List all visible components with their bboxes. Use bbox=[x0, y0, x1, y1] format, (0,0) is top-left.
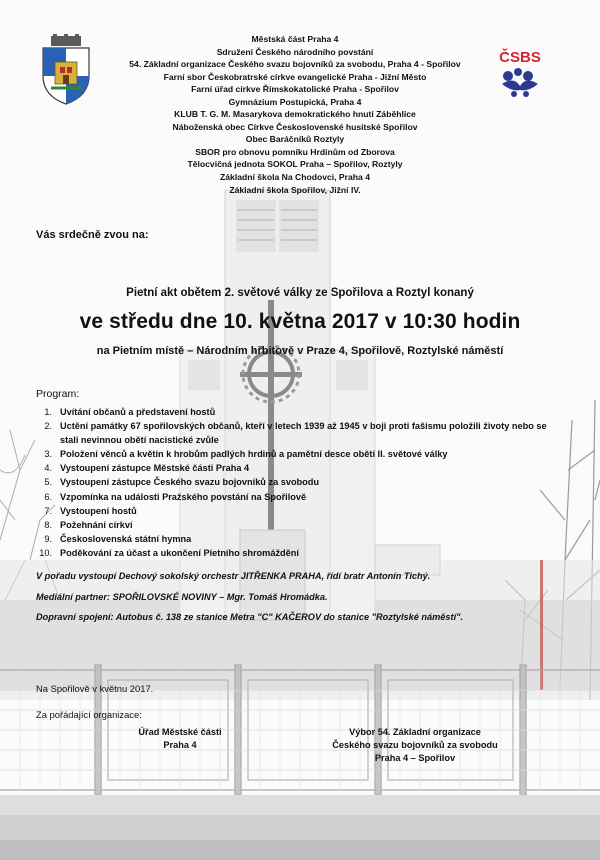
item-number: 5. bbox=[44, 477, 52, 488]
list-item bbox=[36, 518, 556, 532]
item-number: 9. bbox=[44, 533, 52, 544]
event-title: Pietní akt obětem 2. světové války ze Spořilova a Roztyl konaný bbox=[126, 287, 474, 299]
list-item bbox=[36, 447, 556, 461]
item-text: Požehnání církví bbox=[60, 519, 133, 530]
list-item bbox=[36, 461, 556, 475]
csbs-logo-text: ČSBS bbox=[499, 49, 541, 66]
org-line: Základní škola Spořilov, Jižní IV. bbox=[229, 184, 361, 195]
org-line: Sdružení Českého národního povstání bbox=[216, 46, 374, 57]
media-note: Mediální partner: SPOŘILOVSKÉ NOVINY – Mgr. Tomáš Hromádka. bbox=[36, 591, 328, 602]
org-line: Gymnázium Postupická, Praha 4 bbox=[228, 96, 362, 107]
signatory-line: Výbor 54. Základní organizace bbox=[349, 727, 481, 737]
list-item bbox=[36, 532, 556, 546]
signatory-line: Úřad Městské části bbox=[138, 727, 222, 737]
org-line: Náboženská obec Církve Československé husitské Spořilov bbox=[172, 121, 418, 132]
org-line: Obec Baráčníků Roztyly bbox=[245, 134, 345, 145]
item-text: Položení věnců a květin k hrobům padlých hrdinů a pamětní desce obětí II. světové války bbox=[60, 449, 448, 460]
org-line: Tělocvičná jednota SOKOL Praha – Spořilov, Roztyly bbox=[187, 159, 403, 170]
organizers-label: Za pořádající organizace: bbox=[36, 709, 142, 720]
org-line: SBOR pro obnovu pomníku Hrdinům od Zborova bbox=[195, 146, 395, 157]
item-text: Vystoupení zástupce Městské části Praha 4 bbox=[60, 463, 250, 474]
invitation-line: Vás srdečně zvou na: bbox=[36, 229, 149, 241]
list-item bbox=[36, 419, 556, 447]
item-text: Vzpomínka na události Pražského povstání na Spořilově bbox=[60, 491, 307, 502]
signatory-line: Praha 4 – Spořilov bbox=[374, 752, 456, 763]
item-text: Vystoupení hostů bbox=[60, 505, 137, 516]
program-list bbox=[36, 405, 556, 560]
org-line: 54. Základní organizace Českého svazu bojovníků za svobodu, Praha 4 - Spořilov bbox=[129, 59, 461, 70]
item-text: Vystoupení zástupce Českého svazu bojovníků za svobodu bbox=[60, 477, 320, 488]
signatory-line: Českého svazu bojovníků za svobodu bbox=[332, 739, 498, 750]
event-place: na Pietním místě – Národním hřbitově v Praze 4, Spořilově, Roztylské náměstí bbox=[96, 345, 504, 357]
item-number: 6. bbox=[44, 491, 52, 502]
list-item bbox=[36, 490, 556, 504]
list-item bbox=[36, 475, 556, 489]
org-line: Farní sbor Českobratrské církve evangelické Praha - Jižní Město bbox=[163, 71, 427, 82]
list-item bbox=[36, 546, 556, 560]
notes bbox=[36, 566, 576, 628]
item-text: Československá státní hymna bbox=[60, 533, 192, 544]
item-number: 3. bbox=[44, 449, 52, 460]
item-number: 1. bbox=[44, 407, 52, 417]
item-number: 10. bbox=[39, 547, 52, 558]
org-line: Farní úřad církve Římskokatolické Praha - Spořilov bbox=[191, 84, 399, 95]
signatory-right bbox=[305, 726, 525, 764]
org-line: Základní škola Na Chodovci, Praha 4 bbox=[220, 172, 370, 183]
signatory-line: Praha 4 bbox=[163, 739, 197, 750]
program-label: Program: bbox=[36, 388, 80, 400]
list-item bbox=[36, 504, 556, 518]
organizations-list bbox=[95, 33, 495, 196]
csbs-logo-icon bbox=[494, 46, 546, 100]
transport-note: Dopravní spojení: Autobus č. 138 ze stanice Metra "C" KAČEROV do stanice "Roztylské náměstí". bbox=[36, 612, 464, 622]
item-text: Uvítání občanů a představení hostů bbox=[60, 407, 216, 417]
item-text: Poděkování za účast a ukončení Pietního shromáždění bbox=[60, 547, 299, 558]
event-datetime: ve středu dne 10. května 2017 v 10:30 hodin bbox=[79, 310, 521, 333]
orchestra-note: V pořadu vystoupí Dechový sokolský orchestr JITŘENKA PRAHA, řídí bratr Antonín Tichý. bbox=[36, 571, 431, 581]
item-number: 7. bbox=[44, 505, 52, 516]
signatory-left bbox=[105, 726, 255, 752]
org-line: KLUB T. G. M. Masarykova demokratického hnutí Záběhlice bbox=[174, 109, 416, 120]
item-number: 2. bbox=[44, 421, 52, 432]
item-number: 4. bbox=[44, 463, 52, 474]
list-item bbox=[36, 405, 556, 419]
org-line: Městská část Praha 4 bbox=[251, 34, 339, 44]
footer-date: Na Spořilově v květnu 2017. bbox=[36, 683, 154, 694]
item-text: Uctění památky 67 spořilovských občanů, kteří v letech 1939 až 1945 v boji proti fašismu položili životy nebo se stali nevinnou obětí nacistické zvůle bbox=[60, 421, 547, 446]
praha4-coat-of-arms-icon bbox=[37, 34, 95, 106]
item-number: 8. bbox=[44, 519, 52, 530]
